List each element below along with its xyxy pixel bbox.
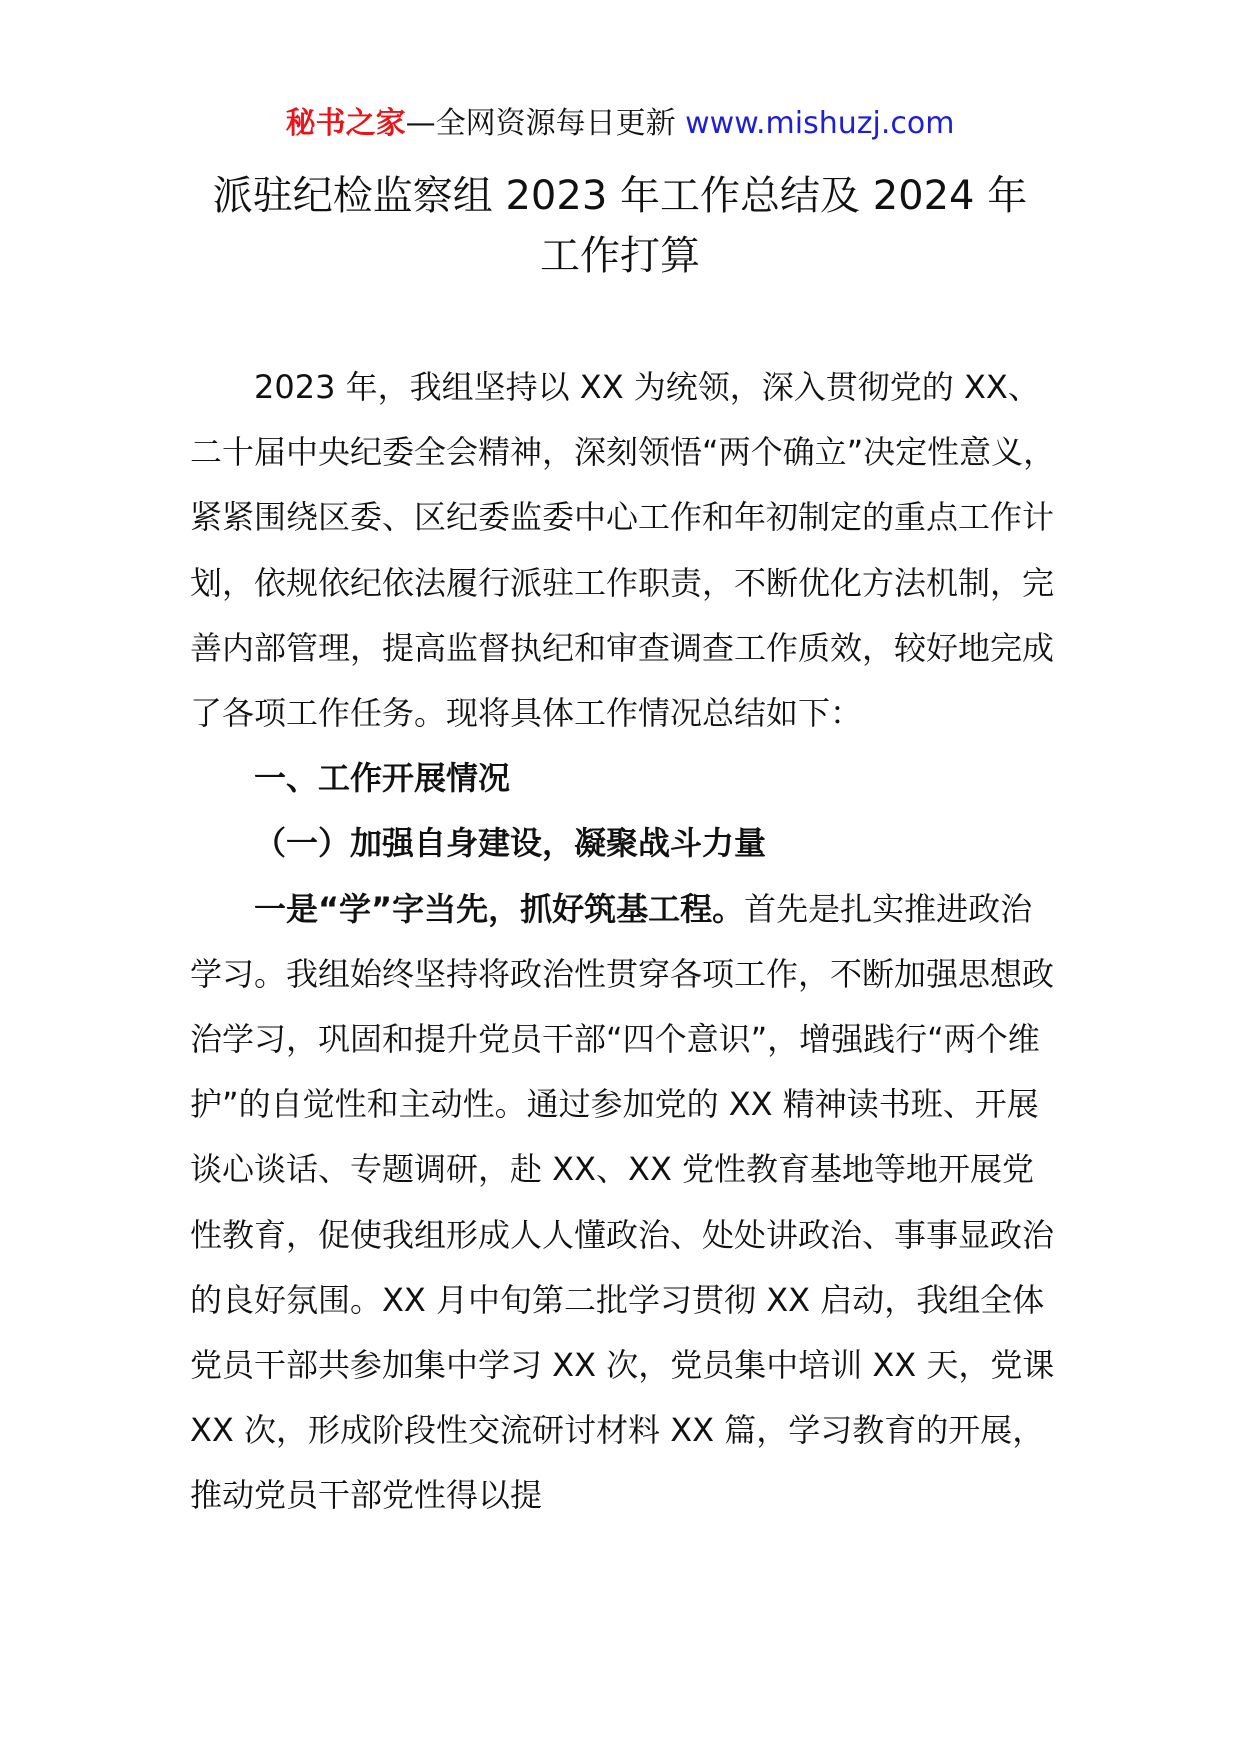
point-lead: 一是“学”字当先，抓好筑基工程。 [254,889,745,928]
header-url[interactable]: www.mishuzj.com [685,106,955,141]
document-title [120,166,1120,286]
header-tagline: —全网资源每日更新 [405,106,686,141]
watermark-header [0,104,1240,144]
section-heading: 一、工作开展情况 [254,759,511,798]
intro-paragraph: 2023 年，我组坚持以 XX 为统领，深入贯彻党的 XX、二十届中央纪委全会精神，深刻领悟“两个确立”决定性意义，紧紧围绕区委、区纪委监委中心工作和年初制定的重点工作计划，依规依纪依法履行派驻工作职责，不断优化方法机制，完善内部管理，提高监督执纪和审查调查工作质效，较好地完成了各项工作任务。现将具体工作情况总结如下： [190,368,1056,733]
title-line-1: 派驻纪检监察组 2023 年工作总结及 2024 年 [212,173,1028,219]
document-body [190,355,1060,1529]
point-paragraph [190,877,1060,1529]
brand-name: 秘书之家 [285,106,406,141]
point-text: 首先是扎实推进政治学习。我组始终坚持将政治性贯穿各项工作，不断加强思想政治学习，巩固和提升党员干部“四个意识”，增强践行“两个维护”的自觉性和主动性。通过参加党的 XX 精神读书班、开展谈心谈话、专题调研，赴 XX、XX 党性教育基地等地开展党性教育，促使我组形成人人懂政治、处处讲政治、事事显政治的良好氛围。XX 月中旬第二批学习贯彻 XX 启动，我组全体党员干部共参加集中学习 XX 次，党员集中培训 XX 天，党课 XX 次，形成阶段性交流研讨材料 XX 篇，学习教育的开展，推动党员干部党性得以提 [190,889,1055,1515]
subsection-heading: （一）加强自身建设，凝聚战斗力量 [254,824,767,863]
title-line-2: 工作打算 [540,233,700,279]
